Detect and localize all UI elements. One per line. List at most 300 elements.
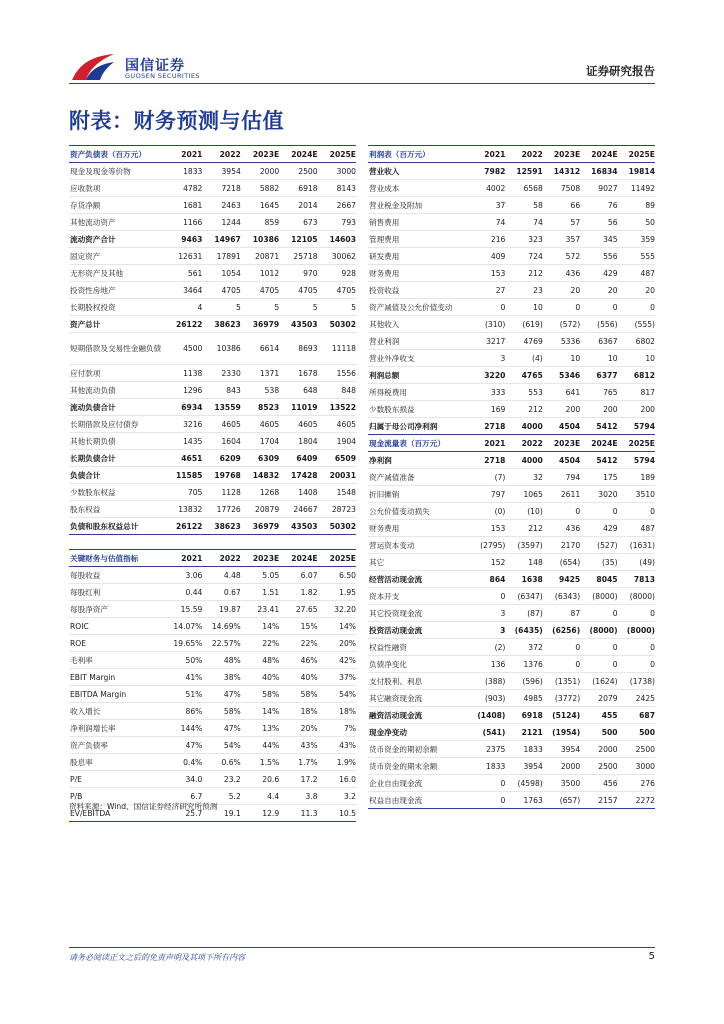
cell-value: 57 — [543, 214, 580, 231]
row-label: 销售费用 — [368, 214, 468, 231]
cell-value: 1548 — [318, 484, 356, 501]
row-label: 资产总计 — [69, 316, 164, 333]
table-row — [69, 737, 356, 754]
footer-divider — [69, 947, 655, 948]
cell-value: 687 — [618, 707, 655, 724]
cell-value: 1833 — [468, 758, 505, 775]
cell-value: 25.7 — [164, 805, 202, 822]
cell-value: 572 — [543, 248, 580, 265]
cell-value: 3954 — [202, 163, 240, 180]
cell-value: 2611 — [543, 486, 580, 503]
cell-value: 14312 — [543, 163, 580, 180]
table-row — [368, 503, 655, 520]
cell-value: 2425 — [618, 690, 655, 707]
row-label: 少数股东权益 — [69, 484, 164, 501]
row-label: 长期负债合计 — [69, 450, 164, 467]
cell-value: 54% — [202, 737, 240, 754]
row-label: 资本开支 — [368, 588, 468, 605]
cell-value: 3.2 — [318, 788, 356, 805]
cell-value: (6435) — [505, 622, 542, 639]
cashflow-title: 现金流量表（百万元） — [368, 435, 468, 452]
table-row — [69, 771, 356, 788]
cell-value: 6918 — [505, 707, 542, 724]
cell-value: 409 — [468, 248, 505, 265]
table-row — [368, 452, 655, 469]
row-label: 短期借款及交易性金融负债 — [69, 333, 164, 365]
cell-value: 1166 — [164, 214, 202, 231]
cell-value: 20031 — [318, 467, 356, 484]
cell-value: (6347) — [505, 588, 542, 605]
table-row — [69, 333, 356, 365]
cell-value: (5124) — [543, 707, 580, 724]
row-label: P/E — [69, 771, 164, 788]
cell-value: (3772) — [543, 690, 580, 707]
row-label: 少数股东损益 — [368, 401, 468, 418]
row-label: 资产减值及公允价值变动 — [368, 299, 468, 316]
cell-value: 2375 — [468, 741, 505, 758]
cell-value: 0.67 — [202, 584, 240, 601]
year-header: 2021 — [164, 550, 202, 567]
row-label: 每股净资产 — [69, 601, 164, 618]
cell-value: 0 — [543, 503, 580, 520]
cell-value: 1833 — [505, 741, 542, 758]
cell-value: 40% — [279, 669, 317, 686]
cell-value: 0 — [543, 656, 580, 673]
cell-value: 6802 — [618, 333, 655, 350]
table-row — [368, 180, 655, 197]
cell-value: 0 — [543, 299, 580, 316]
cell-value: 3.06 — [164, 567, 202, 584]
row-label: 负债净变化 — [368, 656, 468, 673]
cell-value: 16834 — [580, 163, 617, 180]
cell-value: 641 — [543, 384, 580, 401]
cell-value: (1954) — [543, 724, 580, 741]
cell-value: 11492 — [618, 180, 655, 197]
cell-value: 5794 — [618, 452, 655, 469]
table-row — [69, 416, 356, 433]
cell-value: 74 — [505, 214, 542, 231]
cell-value: 3020 — [580, 486, 617, 503]
cell-value: 359 — [618, 231, 655, 248]
cell-value: (541) — [468, 724, 505, 741]
cell-value: 12105 — [279, 231, 317, 248]
row-label: 营业成本 — [368, 180, 468, 197]
cell-value: 2463 — [202, 197, 240, 214]
cell-value: 0 — [618, 299, 655, 316]
row-label: P/B — [69, 788, 164, 805]
cell-value: (619) — [505, 316, 542, 333]
cell-value: 0 — [543, 639, 580, 656]
row-label: 毛利率 — [69, 652, 164, 669]
cell-value: 6.7 — [164, 788, 202, 805]
cell-value: 14% — [241, 618, 279, 635]
cell-value: 11019 — [279, 399, 317, 416]
cell-value: 3000 — [618, 758, 655, 775]
cell-value: (3597) — [505, 537, 542, 554]
cell-value: 38% — [202, 669, 240, 686]
cell-value: 5 — [279, 299, 317, 316]
cell-value: 3 — [468, 350, 505, 367]
cell-value: 8045 — [580, 571, 617, 588]
cell-value: (10) — [505, 503, 542, 520]
table-row — [368, 571, 655, 588]
cell-value: (903) — [468, 690, 505, 707]
cell-value: 0.44 — [164, 584, 202, 601]
table-row — [69, 518, 356, 535]
table-row — [368, 384, 655, 401]
row-label: 货币资金的期末余额 — [368, 758, 468, 775]
cell-value: (596) — [505, 673, 542, 690]
table-row — [368, 231, 655, 248]
table-row — [69, 382, 356, 399]
cell-value: 47% — [202, 720, 240, 737]
cell-value: 50302 — [318, 518, 356, 535]
row-label: 现金及现金等价物 — [69, 163, 164, 180]
cell-value: 54% — [318, 686, 356, 703]
cell-value: 3 — [468, 605, 505, 622]
table-row — [368, 265, 655, 282]
year-header: 2021 — [468, 146, 505, 163]
row-label: 资产减值准备 — [368, 469, 468, 486]
cell-value: 25718 — [279, 248, 317, 265]
cell-value: 19.65% — [164, 635, 202, 652]
row-label: 每股收益 — [69, 567, 164, 584]
table-row — [69, 282, 356, 299]
table-row — [69, 299, 356, 316]
row-label: 财务费用 — [368, 265, 468, 282]
cell-value: 50% — [164, 652, 202, 669]
row-label: 每股红利 — [69, 584, 164, 601]
row-label: 收入增长 — [69, 703, 164, 720]
row-label: 管理费用 — [368, 231, 468, 248]
balance-sheet-table — [69, 145, 356, 535]
brand-name-cn: 国信证券 — [125, 58, 185, 74]
company-logo — [70, 52, 210, 84]
cell-value: 19.1 — [202, 805, 240, 822]
cell-value: 4651 — [164, 450, 202, 467]
cell-value: 0 — [580, 299, 617, 316]
balance-sheet-title: 资产负债表（百万元） — [69, 146, 164, 163]
table-row — [69, 584, 356, 601]
row-label: 所得税费用 — [368, 384, 468, 401]
cell-value: 0 — [468, 299, 505, 316]
cell-value: 2121 — [505, 724, 542, 741]
row-label: 其它投资现金流 — [368, 605, 468, 622]
cell-value: 12591 — [505, 163, 542, 180]
cell-value: 15% — [279, 618, 317, 635]
cell-value: 4765 — [505, 367, 542, 384]
cell-value: 14% — [241, 703, 279, 720]
table-row — [69, 467, 356, 484]
cell-value: 2000 — [580, 741, 617, 758]
table-row — [69, 316, 356, 333]
cell-value: 2079 — [580, 690, 617, 707]
cell-value: (6256) — [543, 622, 580, 639]
cell-value: 14832 — [241, 467, 279, 484]
table-row — [368, 486, 655, 503]
year-header: 2022 — [202, 550, 240, 567]
cell-value: 4000 — [505, 452, 542, 469]
cell-value: 22% — [241, 635, 279, 652]
cell-value: 19814 — [618, 163, 655, 180]
cell-value: 13832 — [164, 501, 202, 518]
row-label: 无形资产及其他 — [69, 265, 164, 282]
cell-value: 17726 — [202, 501, 240, 518]
row-label: 其他长期负债 — [69, 433, 164, 450]
cell-value: 152 — [468, 554, 505, 571]
cell-value: 153 — [468, 520, 505, 537]
cell-value: 10 — [543, 350, 580, 367]
cell-value: (1738) — [618, 673, 655, 690]
cell-value: 538 — [241, 382, 279, 399]
cell-value: 169 — [468, 401, 505, 418]
cell-value: 3217 — [468, 333, 505, 350]
cell-value: 4.4 — [241, 788, 279, 805]
table-row — [69, 635, 356, 652]
row-label: 投资收益 — [368, 282, 468, 299]
cell-value: 4 — [164, 299, 202, 316]
cell-value: 5412 — [580, 452, 617, 469]
year-header: 2025E — [318, 146, 356, 163]
cell-value: 1681 — [164, 197, 202, 214]
table-row — [69, 720, 356, 737]
cell-value: (6343) — [543, 588, 580, 605]
cell-value: (572) — [543, 316, 580, 333]
cell-value: 11585 — [164, 467, 202, 484]
cell-value: 5.2 — [202, 788, 240, 805]
cell-value: 4705 — [279, 282, 317, 299]
cell-value: 11118 — [318, 333, 356, 365]
cell-value: 212 — [505, 265, 542, 282]
cell-value: 970 — [279, 265, 317, 282]
cell-value: 6509 — [318, 450, 356, 467]
cell-value: 1763 — [505, 792, 542, 809]
row-label: 固定资产 — [69, 248, 164, 265]
cell-value: 3500 — [543, 775, 580, 792]
cell-value: 14.07% — [164, 618, 202, 635]
row-label: 经营活动现金流 — [368, 571, 468, 588]
cell-value: 10 — [580, 350, 617, 367]
cell-value: 928 — [318, 265, 356, 282]
table-row — [69, 703, 356, 720]
cell-value: (2) — [468, 639, 505, 656]
row-label: 负债和股东权益总计 — [69, 518, 164, 535]
year-header: 2021 — [468, 435, 505, 452]
cell-value: 500 — [618, 724, 655, 741]
cell-value: 3000 — [318, 163, 356, 180]
cell-value: 17428 — [279, 467, 317, 484]
report-type-label: 证券研究报告 — [586, 64, 655, 78]
cell-value: (49) — [618, 554, 655, 571]
cell-value: 1268 — [241, 484, 279, 501]
cell-value: 14% — [318, 618, 356, 635]
row-label: EBIT Margin — [69, 669, 164, 686]
cell-value: (8000) — [618, 588, 655, 605]
table-row — [368, 707, 655, 724]
cell-value: 153 — [468, 265, 505, 282]
cell-value: 1065 — [505, 486, 542, 503]
cell-value: 4504 — [543, 418, 580, 435]
cell-value: 17.2 — [279, 771, 317, 788]
row-label: 长期借款及应付债券 — [69, 416, 164, 433]
cell-value: 1638 — [505, 571, 542, 588]
row-label: 权益自由现金流 — [368, 792, 468, 809]
cell-value: 38623 — [202, 316, 240, 333]
cell-value: 43% — [279, 737, 317, 754]
cell-value: 6.07 — [279, 567, 317, 584]
cell-value: 0 — [580, 656, 617, 673]
cell-value: 276 — [618, 775, 655, 792]
table-row — [368, 758, 655, 775]
cell-value: 1704 — [241, 433, 279, 450]
row-label: 财务费用 — [368, 520, 468, 537]
table-row — [69, 567, 356, 584]
table-row — [368, 214, 655, 231]
table-row — [368, 673, 655, 690]
cell-value: 6934 — [164, 399, 202, 416]
cell-value: 843 — [202, 382, 240, 399]
cell-value: 10386 — [202, 333, 240, 365]
table-row — [368, 622, 655, 639]
cell-value: (654) — [543, 554, 580, 571]
cell-value: 12631 — [164, 248, 202, 265]
cell-value: 429 — [580, 520, 617, 537]
cell-value: 1408 — [279, 484, 317, 501]
row-label: 净利润 — [368, 452, 468, 469]
header-divider — [69, 83, 655, 84]
cell-value: 3216 — [164, 416, 202, 433]
row-label: ROIC — [69, 618, 164, 635]
cell-value: 6918 — [279, 180, 317, 197]
cell-value: 200 — [618, 401, 655, 418]
table-row — [69, 669, 356, 686]
year-header: 2024E — [279, 146, 317, 163]
year-header: 2023E — [543, 435, 580, 452]
table-row — [368, 775, 655, 792]
cell-value: (8000) — [580, 622, 617, 639]
table-row — [368, 639, 655, 656]
year-header: 2023E — [241, 146, 279, 163]
cell-value: 5 — [202, 299, 240, 316]
cell-value: 20 — [618, 282, 655, 299]
year-header: 2024E — [279, 550, 317, 567]
cell-value: 43503 — [279, 316, 317, 333]
income-statement-table — [368, 145, 655, 809]
data-source-note: 资料来源：Wind、国信证券经济研究所预测 — [69, 802, 218, 811]
cell-value: 500 — [580, 724, 617, 741]
row-label: 公允价值变动损失 — [368, 503, 468, 520]
cell-value: 0.6% — [202, 754, 240, 771]
cell-value: 15.59 — [164, 601, 202, 618]
cell-value: 487 — [618, 265, 655, 282]
cell-value: 14.69% — [202, 618, 240, 635]
cell-value: 44% — [241, 737, 279, 754]
cell-value: 0 — [580, 639, 617, 656]
cell-value: 4769 — [505, 333, 542, 350]
cell-value: 6614 — [241, 333, 279, 365]
cell-value: 10386 — [241, 231, 279, 248]
cell-value: 19768 — [202, 467, 240, 484]
row-label: 流动负债合计 — [69, 399, 164, 416]
row-label: 融资活动现金流 — [368, 707, 468, 724]
cell-value: 848 — [318, 382, 356, 399]
cell-value: 556 — [580, 248, 617, 265]
cell-value: 1.51 — [241, 584, 279, 601]
table-row — [368, 469, 655, 486]
cell-value: 4605 — [241, 416, 279, 433]
cell-value: 87 — [543, 605, 580, 622]
cell-value: 3954 — [543, 741, 580, 758]
cell-value: 436 — [543, 520, 580, 537]
table-row — [368, 605, 655, 622]
cell-value: (388) — [468, 673, 505, 690]
row-label: 其它融资现金流 — [368, 690, 468, 707]
row-label: 负债合计 — [69, 467, 164, 484]
balance-sheet-body — [69, 163, 356, 535]
key-metrics-table — [69, 549, 356, 822]
cell-value: 23.41 — [241, 601, 279, 618]
cell-value: 2330 — [202, 365, 240, 382]
cell-value: 2170 — [543, 537, 580, 554]
year-header: 2023E — [543, 146, 580, 163]
cell-value: 2157 — [580, 792, 617, 809]
cell-value: (87) — [505, 605, 542, 622]
cell-value: 148 — [505, 554, 542, 571]
row-label: EBITDA Margin — [69, 686, 164, 703]
cell-value: 58% — [202, 703, 240, 720]
cell-value: 66 — [543, 197, 580, 214]
cell-value: 0.4% — [164, 754, 202, 771]
row-label: 企业自由现金流 — [368, 775, 468, 792]
guosen-logo-icon — [70, 52, 116, 84]
cell-value: 793 — [318, 214, 356, 231]
cell-value: 1296 — [164, 382, 202, 399]
row-label: 利润总额 — [368, 367, 468, 384]
cell-value: 0 — [580, 605, 617, 622]
cell-value: 797 — [468, 486, 505, 503]
cell-value: 6309 — [241, 450, 279, 467]
cell-value: 13559 — [202, 399, 240, 416]
cell-value: 4000 — [505, 418, 542, 435]
year-header: 2025E — [618, 435, 655, 452]
row-label: EV/EBITDA — [69, 805, 164, 822]
cell-value: 6568 — [505, 180, 542, 197]
table-row — [368, 248, 655, 265]
brand-name-en: GUOSEN SECURITIES — [125, 72, 200, 80]
cell-value: (0) — [468, 503, 505, 520]
cell-value: (7) — [468, 469, 505, 486]
cell-value: (527) — [580, 537, 617, 554]
row-label: 研发费用 — [368, 248, 468, 265]
cell-value: 6367 — [580, 333, 617, 350]
cell-value: 817 — [618, 384, 655, 401]
income-statement-title: 利润表（百万元） — [368, 146, 468, 163]
table-row — [368, 367, 655, 384]
cell-value: 20% — [318, 635, 356, 652]
cell-value: 12.9 — [241, 805, 279, 822]
cell-value: 16.0 — [318, 771, 356, 788]
cell-value: 26122 — [164, 518, 202, 535]
cell-value: 37 — [468, 197, 505, 214]
cell-value: 1054 — [202, 265, 240, 282]
cell-value: 648 — [279, 382, 317, 399]
cell-value: 7218 — [202, 180, 240, 197]
table-row — [69, 652, 356, 669]
table-row — [69, 248, 356, 265]
cell-value: 3464 — [164, 282, 202, 299]
cell-value: 1138 — [164, 365, 202, 382]
row-label: 归属于母公司净利润 — [368, 418, 468, 435]
